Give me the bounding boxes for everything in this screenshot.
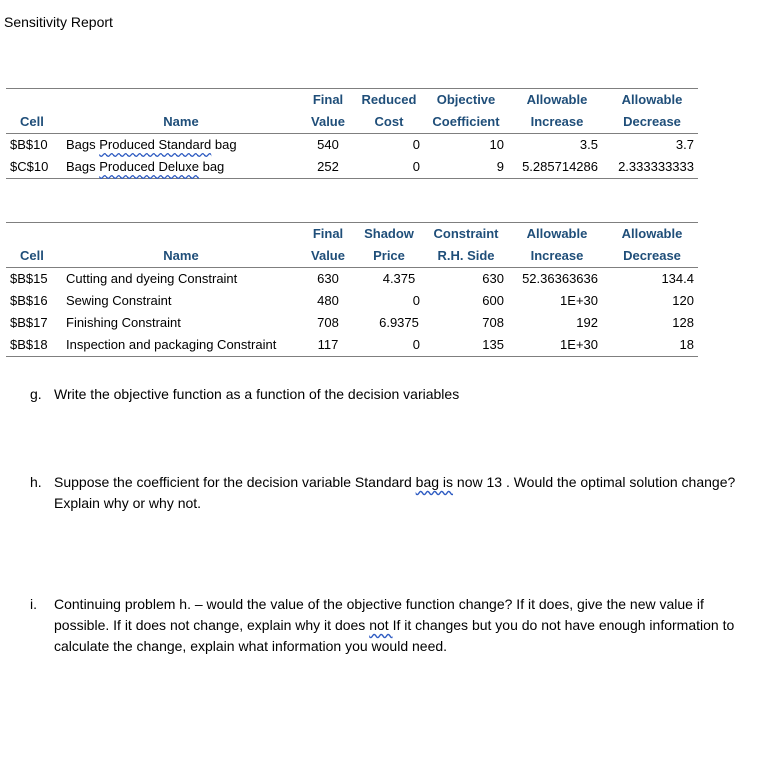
cell-name: Inspection and packaging Constraint: [66, 337, 277, 352]
header-final: Final: [312, 92, 344, 107]
table-row: [6, 290, 698, 312]
header-shadow: Shadow: [364, 226, 414, 241]
header-price: Price: [373, 248, 405, 263]
variable-cells-table: [6, 88, 698, 179]
header-reduced: Reduced: [361, 92, 417, 107]
shadow-price: 6.9375: [379, 315, 419, 330]
rh-side: 630: [482, 271, 504, 286]
allowable-decrease: 3.7: [675, 137, 694, 152]
header-decrease: Decrease: [623, 248, 681, 263]
cell-name: Finishing Constraint: [66, 315, 181, 330]
table-header-row-bottom: [6, 111, 698, 134]
final-value: 540: [317, 137, 339, 152]
shadow-price: 0: [412, 337, 420, 352]
header-increase: Increase: [530, 114, 584, 129]
rh-side: 600: [482, 293, 504, 308]
cell-name: Bags Produced Standard bag: [66, 137, 237, 152]
cell-address: $B$15: [10, 271, 48, 286]
final-value: 630: [317, 271, 339, 286]
final-value: 708: [317, 315, 339, 330]
table-row: [6, 156, 698, 179]
header-coefficient: Coefficient: [432, 114, 500, 129]
header-cost: Cost: [374, 114, 404, 129]
final-value: 480: [317, 293, 339, 308]
reduced-cost: 0: [412, 159, 420, 174]
header-final: Final: [312, 226, 344, 241]
table-row: [6, 312, 698, 334]
cell-address: $B$18: [10, 337, 48, 352]
allowable-decrease: 120: [672, 293, 694, 308]
final-value: 252: [317, 159, 339, 174]
objective-coefficient: 9: [496, 159, 504, 174]
allowable-decrease: 128: [672, 315, 694, 330]
reduced-cost: 0: [412, 137, 420, 152]
allowable-increase: 1E+30: [560, 293, 598, 308]
header-allowable-dec: Allowable: [621, 226, 683, 241]
table-header-row-top: [6, 222, 698, 245]
question-i: [30, 594, 750, 660]
question-label: i.: [30, 596, 37, 612]
allowable-increase: 192: [576, 315, 598, 330]
header-allowable-inc: Allowable: [526, 92, 588, 107]
rh-side: 135: [482, 337, 504, 352]
cell-address: $B$10: [10, 137, 48, 152]
allowable-increase: 52.36363636: [522, 271, 598, 286]
header-value: Value: [311, 114, 345, 129]
allowable-increase: 3.5: [579, 137, 598, 152]
question-h: [30, 472, 750, 516]
question-label: g.: [30, 386, 42, 402]
header-rh-side: R.H. Side: [437, 248, 495, 263]
allowable-decrease: 134.4: [661, 271, 694, 286]
allowable-increase: 5.285714286: [522, 159, 598, 174]
allowable-decrease: 2.333333333: [618, 159, 694, 174]
header-objective: Objective: [436, 92, 496, 107]
allowable-decrease: 18: [679, 337, 694, 352]
cell-name: Bags Produced Deluxe bag: [66, 159, 225, 174]
header-decrease: Decrease: [623, 114, 681, 129]
header-constraint: Constraint: [433, 226, 499, 241]
header-allowable-dec: Allowable: [621, 92, 683, 107]
header-name: Name: [163, 114, 199, 129]
objective-coefficient: 10: [489, 137, 504, 152]
constraints-table: [6, 222, 698, 357]
question-label: h.: [30, 474, 42, 490]
header-name: Name: [163, 248, 199, 263]
cell-name: Cutting and dyeing Constraint: [66, 271, 238, 286]
cell-address: $B$17: [10, 315, 48, 330]
table-row: [6, 268, 698, 290]
cell-name: Sewing Constraint: [66, 293, 172, 308]
table-row: [6, 334, 698, 357]
header-cell: Cell: [20, 114, 44, 129]
header-value: Value: [311, 248, 345, 263]
table-header-row-bottom: [6, 245, 698, 268]
allowable-increase: 1E+30: [560, 337, 598, 352]
question-text: Continuing problem h. – would the value of the objective function change? If it does, give the new value if possible. If it does not change, explain why it does not If it changes but you do not have enough information to calculate the change, explain what information you would need.: [54, 596, 735, 654]
header-cell: Cell: [20, 248, 44, 263]
shadow-price: 0: [412, 293, 420, 308]
question-text: Suppose the coefficient for the decision variable Standard bag is now 13 . Would the optimal solution change? Explain why or why not.: [54, 474, 736, 511]
table-header-row-top: [6, 88, 698, 111]
cell-address: $B$16: [10, 293, 48, 308]
final-value: 117: [317, 337, 339, 352]
header-allowable-inc: Allowable: [526, 226, 588, 241]
question-text: Write the objective function as a function of the decision variables: [54, 386, 460, 402]
shadow-price: 4.375: [382, 271, 416, 286]
header-increase: Increase: [530, 248, 584, 263]
cell-address: $C$10: [10, 159, 49, 174]
report-title: Sensitivity Report: [4, 14, 113, 30]
rh-side: 708: [482, 315, 504, 330]
table-row: [6, 134, 698, 156]
